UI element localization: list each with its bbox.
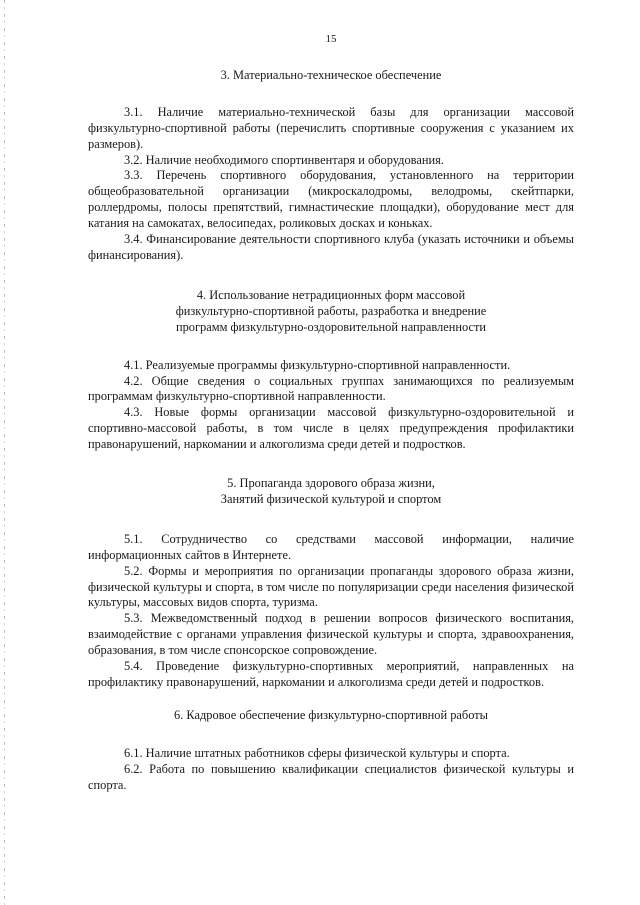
- document-page: [88, 32, 574, 794]
- section-6-title: [88, 708, 574, 724]
- section-3-title-line: 3. Материально-техническое обеспечение: [220, 67, 442, 82]
- section-4-title: [88, 288, 574, 336]
- item-4-3: 4.3. Новые формы организации массовой физкультурно-оздоровительной и спортивно-массовой работы, в том числе в целях предупреждения профилактики правонарушений, наркомании и алкоголизма среди детей и подростков.: [88, 405, 574, 452]
- item-6-2: 6.2. Работа по повышению квалификации специалистов физической культуры и спорта.: [88, 761, 574, 792]
- scan-edge-artifact: [4, 0, 5, 905]
- item-3-1: 3.1. Наличие материально-технической базы для организации массовой физкультурно-спортивной работы (перечислить спортивные сооружения с указанием их размеров).: [88, 104, 574, 151]
- item-4-1: 4.1. Реализуемые программы физкультурно-спортивной направленности.: [124, 357, 511, 372]
- section-3-title: [88, 68, 574, 84]
- item-5-1: 5.1. Сотрудничество со средствами массовой информации, наличие информационных сайтов в Интернете.: [88, 531, 574, 562]
- item-3-3: 3.3. Перечень спортивного оборудования, установленного на территории общеобразовательной организации (микроскалодромы, велодромы, скейтпарки, роллердромы, полосы препятствий, гимнастические площадки), оборудование мест для катания на самокатах, велосипедах, роликовых досках и коньках.: [88, 168, 574, 231]
- item-6-1: 6.1. Наличие штатных работников сферы физической культуры и спорта.: [124, 745, 510, 760]
- section-6-title-line: 6. Кадровое обеспечение физкультурно-спортивной работы: [173, 707, 489, 722]
- item-3-4: 3.4. Финансирование деятельности спортивного клуба (указать источники и объемы финансирования).: [88, 232, 574, 262]
- page-number: 15: [325, 33, 337, 45]
- section-4-title-line-2: физкультурно-спортивной работы, разработка и внедрение: [175, 303, 487, 318]
- item-5-3: 5.3. Межведомственный подход в решении вопросов физического воспитания, взаимодействие с органами управления физической культуры и спорта, здравоохранения, образования, в том числе спонсорское сопровождение.: [88, 611, 574, 658]
- section-5-title-line-1: 5. Пропаганда здорового образа жизни,: [227, 476, 435, 491]
- section-4-title-line-3: программ физкультурно-оздоровительной направленности: [175, 319, 487, 334]
- item-4-2: 4.2. Общие сведения о социальных группах занимающихся по реализуемым программам физкультурно-спортивной направленности.: [88, 373, 574, 404]
- section-4-title-line-1: 4. Использование нетрадиционных форм массовой: [196, 287, 466, 302]
- item-3-2: 3.2. Наличие необходимого спортинвентаря и оборудования.: [124, 152, 444, 167]
- section-5-title-line-2: Занятий физической культурой и спортом: [220, 491, 442, 506]
- item-5-2: 5.2. Формы и мероприятия по организации пропаганды здорового образа жизни, физической культуры и спорта, в том числе по популяризации среди населения физической культуры, массовых видов спорта, туризма.: [88, 563, 574, 610]
- section-5-title: [88, 476, 574, 508]
- item-5-4: 5.4. Проведение физкультурно-спортивных мероприятий, направленных на профилактику правонарушений, наркомании и алкоголизма среди детей и подростков.: [88, 659, 574, 689]
